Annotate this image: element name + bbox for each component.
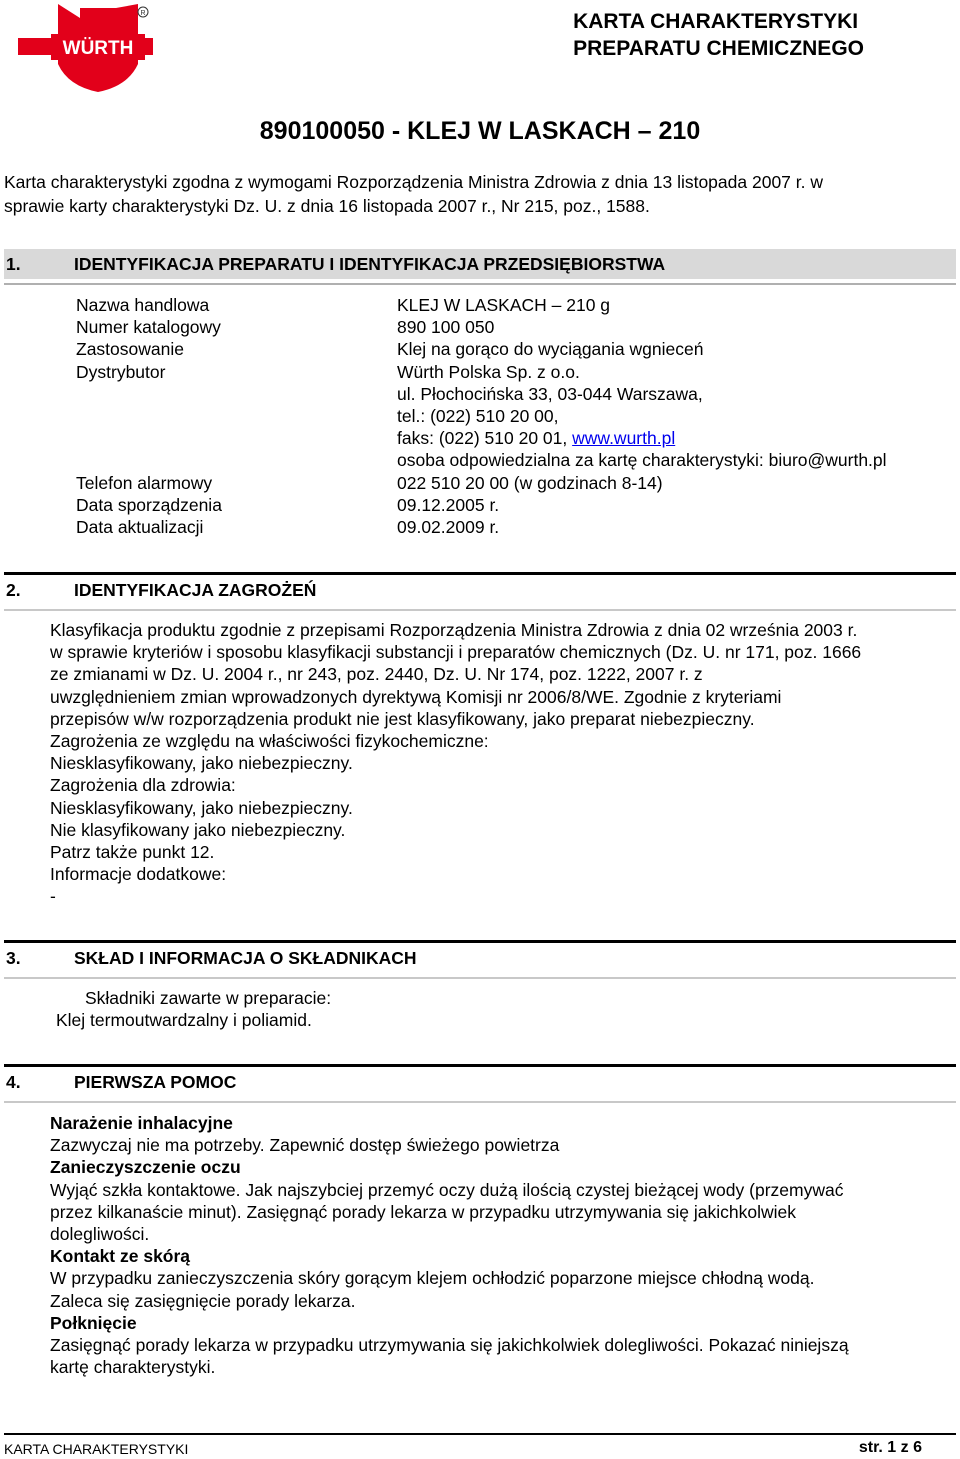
text-line: Nie klasyfikowany jako niebezpieczny.	[50, 819, 346, 840]
text-line: Zagrożenia ze względu na właściwości fizykochemiczne:	[50, 731, 489, 752]
fax-text: faks: (022) 510 20 01,	[397, 428, 568, 449]
footer-divider	[4, 1433, 956, 1435]
row-value: ul. Płochocińska 33, 03-044 Warszawa,	[397, 383, 703, 404]
row-label: Zastosowanie	[76, 339, 184, 360]
section-title: IDENTYFIKACJA ZAGROŻEŃ	[74, 580, 317, 600]
text-line: Niesklasyfikowany, jako niebezpieczny.	[50, 797, 353, 818]
text-line: przepisów w/w rozporządzenia produkt nie jest klasyfikowany, jako preparat niebezpieczny.	[50, 708, 755, 729]
wurth-logo	[18, 4, 153, 92]
section-title: SKŁAD I INFORMACJA O SKŁADNIKACH	[74, 948, 417, 968]
document-type-line1: KARTA CHARAKTERYSTYKI	[573, 10, 859, 33]
text-line: przez kilkanaście minut). Zasięgnąć porady lekarza w przypadku utrzymywania się jakichkolwiek	[50, 1201, 796, 1222]
row-value: 09.02.2009 r.	[397, 516, 500, 537]
logo-wordmark: WÜRTH	[62, 38, 134, 59]
section-1-header	[4, 249, 956, 279]
text-line: Zagrożenia dla zdrowia:	[50, 775, 236, 796]
composition-value: Klej termoutwardzalny i poliamid.	[56, 1010, 312, 1030]
text-line: Klasyfikacja produktu zgodnie z przepisami Rozporządzenia Ministra Zdrowia z dnia 02 września 2003 r.	[50, 620, 858, 640]
page-title: 890100050 - KLEJ W LASKACH – 210	[259, 117, 701, 145]
text-line: Informacje dodatkowe:	[50, 864, 227, 885]
row-label: Nazwa handlowa	[76, 295, 210, 315]
row-label: Data sporządzenia	[76, 494, 222, 515]
text-line: w sprawie kryteriów i sposobu klasyfikacji substancji i preparatów chemicznych (Dz. U. nr 171, poz. 1666	[50, 642, 862, 663]
section-number: 2.	[6, 580, 21, 600]
subheading: Połknięcie	[50, 1312, 137, 1333]
svg-text:R: R	[140, 10, 146, 17]
section-title: IDENTYFIKACJA PREPARATU I IDENTYFIKACJA PRZEDSIĘBIORSTWA	[74, 254, 666, 274]
text-line: dolegliwości.	[50, 1224, 150, 1245]
section-number: 4.	[6, 1072, 21, 1092]
text-line: -	[50, 886, 56, 907]
text-line: uwzględnieniem zmian wprowadzonych dyrektywą Komisji nr 2006/8/WE. Zgodnie z kryteriami	[50, 686, 782, 707]
section-4-header	[4, 1064, 956, 1097]
row-value: Klej na gorąco do wyciągania wgnieceń	[397, 339, 704, 360]
first-aid-text	[50, 1112, 849, 1378]
row-value: KLEJ W LASKACH – 210 g	[397, 295, 611, 315]
website-link[interactable]: www.wurth.pl	[572, 428, 676, 449]
row-label: Data aktualizacji	[76, 516, 204, 537]
row-value: 022 510 20 00 (w godzinach 8-14)	[397, 472, 663, 493]
hazards-text	[50, 619, 861, 908]
row-value	[397, 427, 675, 449]
text-line: ze zmianami w Dz. U. 2004 r., nr 243, poz. 2440, Dz. U. Nr 174, poz. 1222, 2007 r. z	[50, 664, 703, 685]
footer-doc-name: KARTA CHARAKTERYSTYKI	[4, 1441, 189, 1457]
document-type-line2: PREPARATU CHEMICZNEGO	[573, 37, 864, 60]
row-label: Numer katalogowy	[76, 317, 221, 338]
page-number: str. 1 z 6	[858, 1439, 922, 1456]
section-3-header	[4, 940, 956, 973]
section-2-header	[4, 572, 956, 605]
intro-line: Karta charakterystyki zgodna z wymogami Rozporządzenia Ministra Zdrowia z dnia 13 listopada 2007 r. w	[4, 172, 823, 192]
text-line: Wyjąć szkła kontaktowe. Jak najszybciej przemyć oczy dużą ilością czystej bieżącej wody (przemywać	[50, 1179, 844, 1200]
text-line: W przypadku zanieczyszczenia skóry gorącym klejem ochłodzić poparzone miejsce chłodną wodą.	[50, 1268, 815, 1289]
row-value: Würth Polska Sp. z o.o.	[397, 361, 580, 382]
row-value: tel.: (022) 510 20 00,	[397, 405, 559, 426]
text-line: kartę charakterystyki.	[50, 1357, 216, 1378]
text-line: Zaleca się zasięgnięcie porady lekarza.	[50, 1290, 356, 1311]
intro-text	[4, 170, 934, 218]
row-value: osoba odpowiedzialna za kartę charakterystyki: biuro@wurth.pl	[397, 450, 887, 471]
text-line: Niesklasyfikowany, jako niebezpieczny.	[50, 753, 353, 774]
subheading: Kontakt ze skórą	[50, 1246, 191, 1267]
row-label: Telefon alarmowy	[76, 472, 213, 493]
document-type	[573, 8, 864, 62]
section-number: 3.	[6, 948, 21, 968]
row-value: 09.12.2005 r.	[397, 494, 500, 515]
text-line: Zasięgnąć porady lekarza w przypadku utrzymywania się jakichkolwiek dolegliwości. Pokazać niniejszą	[50, 1335, 849, 1356]
row-label: Dystrybutor	[76, 361, 166, 382]
text-line: Zazwyczaj nie ma potrzeby. Zapewnić dostęp świeżego powietrza	[50, 1135, 560, 1156]
intro-line: sprawie karty charakterystyki Dz. U. z dnia 16 listopada 2007 r., Nr 215, poz., 1588.	[4, 196, 650, 216]
section-title: PIERWSZA POMOC	[74, 1072, 237, 1092]
composition-label: Składniki zawarte w preparacie:	[85, 988, 332, 1008]
row-value: 890 100 050	[397, 317, 495, 338]
section-number: 1.	[6, 254, 21, 274]
subheading: Zanieczyszczenie oczu	[50, 1157, 241, 1178]
subheading: Narażenie inhalacyjne	[50, 1113, 233, 1133]
text-line: Patrz także punkt 12.	[50, 842, 215, 863]
